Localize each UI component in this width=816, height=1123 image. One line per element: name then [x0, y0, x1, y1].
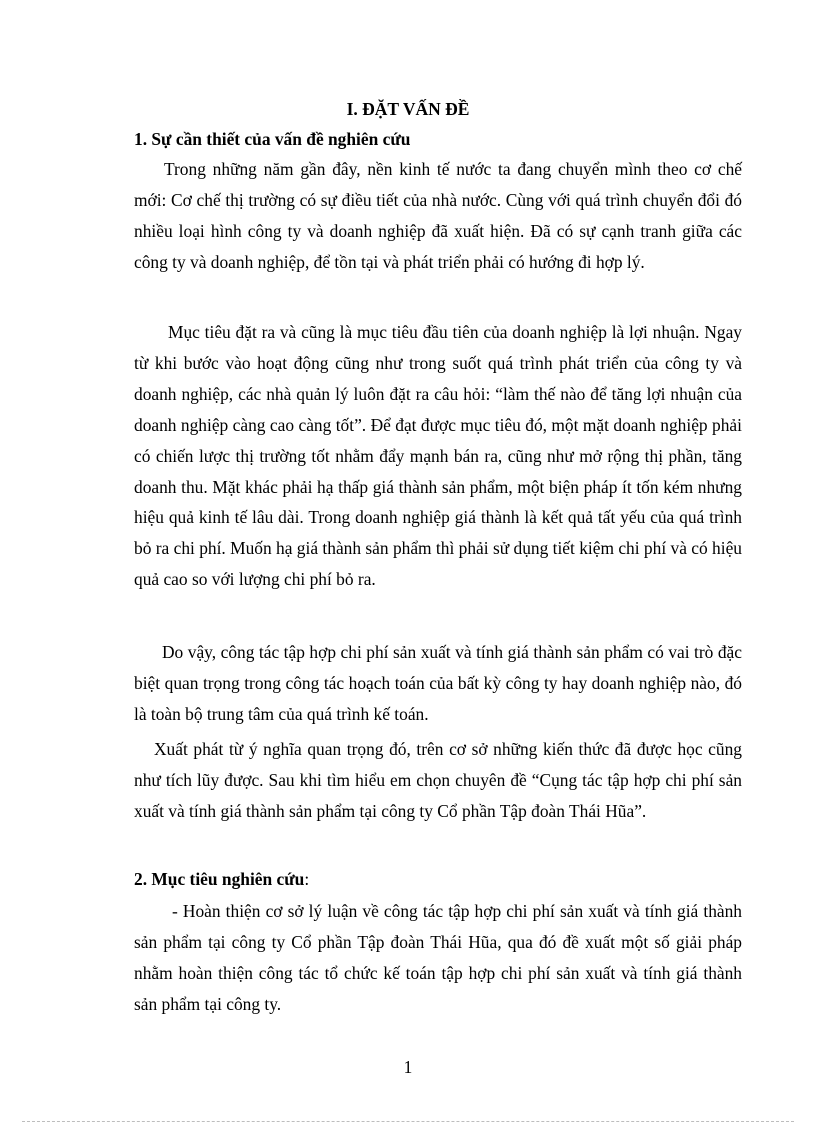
paragraph: Do vậy, công tác tập hợp chi phí sản xuất và tính giá thành sản phẩm có vai trò đặc biệt quan trọng trong công tác hoạch toán của bất kỳ công ty hay doanh nghiệp nào, đó là toàn bộ trung tâm của quá trình kế toán. — [134, 642, 742, 724]
section-2-heading-text: 2. Mục tiêu nghiên cứu — [134, 869, 305, 889]
paragraph: Trong những năm gần đây, nền kinh tế nước ta đang chuyển mình theo cơ chế mới: Cơ chế thị trường có sự điều tiết của nhà nước. Cùng với quá trình chuyển đổi đó nhiều loại hình công ty và doanh nghiệp đã xuất hiện. Đã có sự cạnh tranh giữa các công ty và doanh nghiệp, để tồn tại và phát triển phải có hướng đi hợp lý. — [134, 159, 742, 272]
section-1-heading: 1. Sự cần thiết của vấn đề nghiên cứu — [134, 129, 411, 149]
page-bottom-divider — [22, 1121, 794, 1122]
page-number: 1 — [403, 1057, 413, 1077]
document-title: I. ĐẶT VẤN ĐỀ — [346, 99, 470, 119]
section-2-heading — [134, 866, 309, 892]
section-2-heading-colon: : — [304, 869, 310, 889]
paragraph: - Hoàn thiện cơ sở lý luận về công tác tập hợp chi phí sản xuất và tính giá thành sản phẩm tại công ty Cổ phần Tập đoàn Thái Hũa, qua đó đề xuất một số giải pháp nhằm hoàn thiện công tác tổ chức kế toán tập hợp chi phí sản xuất và tính giá thành sản phẩm tại công ty. — [134, 901, 742, 1014]
paragraph: Xuất phát từ ý nghĩa quan trọng đó, trên cơ sở những kiến thức đã được học cũng như tích lũy được. Sau khi tìm hiểu em chọn chuyên đề “Cụng tác tập hợp chi phí sản xuất và tính giá thành sản phẩm tại công ty Cổ phần Tập đoàn Thái Hũa”. — [134, 739, 742, 821]
paragraph: Mục tiêu đặt ra và cũng là mục tiêu đầu tiên của doanh nghiệp là lợi nhuận. Ngay từ khi bước vào hoạt động cũng như trong suốt quá trình phát triển của công ty và doanh nghiệp, các nhà quản lý luôn đặt ra câu hỏi: “làm thế nào để tăng lợi nhuận của doanh nghiệp càng cao càng tốt”. Để đạt được mục tiêu đó, một mặt doanh nghiệp phải có chiến lược thị trường tốt nhằm đẩy mạnh bán ra, cũng như mở rộng thị phần, tăng doanh thu. Mặt khác phải hạ thấp giá thành sản phẩm, một biện pháp ít tốn kém nhưng hiệu quả kinh tế lâu dài. Trong doanh nghiệp giá thành là kết quả tất yếu của quá trình bỏ ra chi phí. Muốn hạ giá thành sản phẩm thì phải sử dụng tiết kiệm chi phí và có hiệu quả cao so với lượng chi phí bỏ ra. — [134, 322, 742, 590]
